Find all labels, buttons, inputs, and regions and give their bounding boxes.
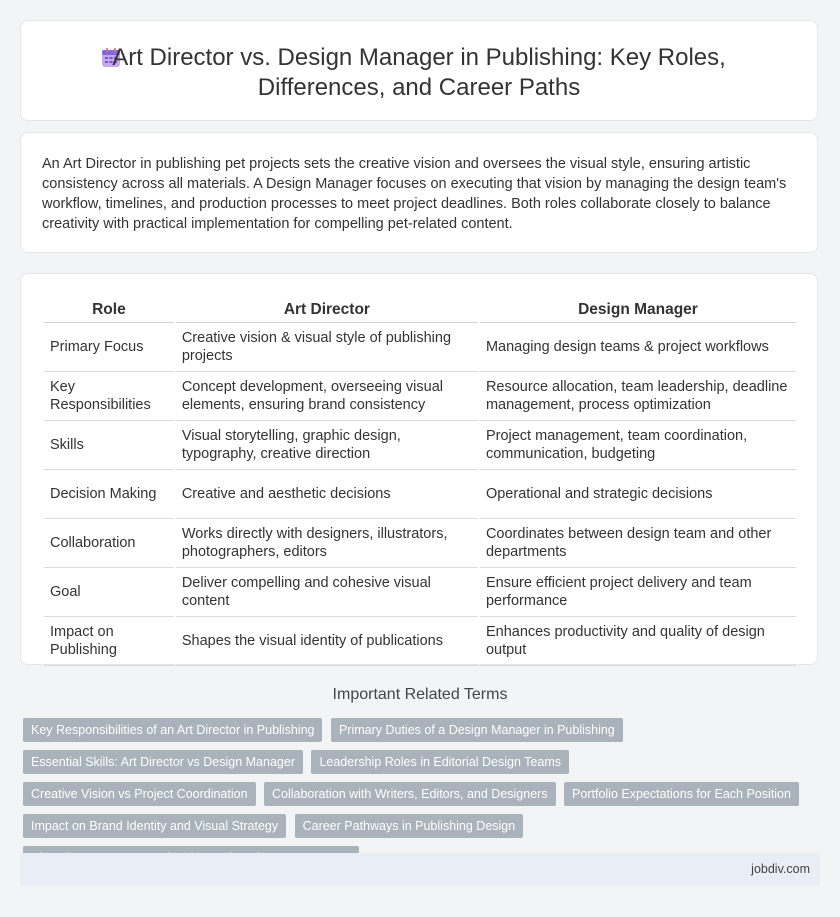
related-term-tag[interactable]: Impact on Brand Identity and Visual Strategy <box>23 814 286 838</box>
design-manager-cell: Coordinates between design team and other departments <box>480 519 796 568</box>
related-term-tag[interactable]: Key Responsibilities of an Art Director in Publishing <box>23 718 322 742</box>
design-manager-cell: Operational and strategic decisions <box>480 470 796 519</box>
design-manager-cell: Project management, team coordination, communication, budgeting <box>480 421 796 470</box>
table-row <box>44 372 796 421</box>
table-row <box>44 568 796 617</box>
related-term-tag[interactable]: Collaboration with Writers, Editors, and Designers <box>264 782 556 806</box>
art-director-cell: Deliver compelling and cohesive visual content <box>176 568 478 617</box>
design-manager-cell: Ensure efficient project delivery and team performance <box>480 568 796 617</box>
page-title <box>21 43 817 103</box>
related-term-tag[interactable]: Essential Skills: Art Director vs Design Manager <box>23 750 303 774</box>
page-title-line-2: Differences, and Career Paths <box>257 74 581 101</box>
header-card <box>20 20 818 121</box>
intro-paragraph: An Art Director in publishing pet projects sets the creative vision and oversees the visual style, ensuring artistic consistency across all materials. A Design Manager focuses on executing that vision by managing the design team's workflow, timelines, and production processes to meet project deadlines. Both roles collaborate closely to balance creativity with practical implementation for compelling pet-related content. <box>42 156 787 232</box>
comparison-table <box>42 294 798 666</box>
row-label: Goal <box>44 568 174 617</box>
footer-site-link[interactable]: jobdiv.com <box>751 862 810 876</box>
related-term-tag[interactable]: Career Pathways in Publishing Design <box>295 814 524 838</box>
table-row <box>44 470 796 519</box>
table-header-row <box>44 294 796 323</box>
art-director-cell: Visual storytelling, graphic design, typography, creative direction <box>176 421 478 470</box>
art-director-cell: Creative and aesthetic decisions <box>176 470 478 519</box>
comparison-table-card <box>20 273 818 665</box>
related-term-tag[interactable]: Primary Duties of a Design Manager in Publishing <box>331 718 623 742</box>
header-art-director: Art Director <box>176 294 478 323</box>
row-label: Impact on Publishing <box>44 617 174 666</box>
row-label: Skills <box>44 421 174 470</box>
row-label: Key Responsibilities <box>44 372 174 421</box>
design-manager-cell: Enhances productivity and quality of design output <box>480 617 796 666</box>
intro-card <box>20 132 818 253</box>
art-director-cell: Works directly with designers, illustrators, photographers, editors <box>176 519 478 568</box>
related-terms-title: Important Related Terms <box>332 686 508 703</box>
table-row <box>44 519 796 568</box>
related-term-tag[interactable]: Portfolio Expectations for Each Position <box>564 782 799 806</box>
row-label: Collaboration <box>44 519 174 568</box>
design-manager-cell: Managing design teams & project workflows <box>480 323 796 372</box>
row-label: Primary Focus <box>44 323 174 372</box>
related-term-tag[interactable]: Creative Vision vs Project Coordination <box>23 782 256 806</box>
art-director-cell: Creative vision & visual style of publishing projects <box>176 323 478 372</box>
design-manager-cell: Resource allocation, team leadership, deadline management, process optimization <box>480 372 796 421</box>
row-label: Decision Making <box>44 470 174 519</box>
table-row <box>44 421 796 470</box>
art-director-cell: Concept development, overseeing visual elements, ensuring brand consistency <box>176 372 478 421</box>
header-design-manager: Design Manager <box>480 294 796 323</box>
page-title-line-1: Art Director vs. Design Manager in Publishing: Key Roles, <box>112 44 726 71</box>
related-term-tag[interactable]: Leadership Roles in Editorial Design Teams <box>311 750 569 774</box>
table-row <box>44 617 796 666</box>
art-director-cell: Shapes the visual identity of publications <box>176 617 478 666</box>
header-role: Role <box>44 294 174 323</box>
footer <box>20 853 820 886</box>
table-row <box>44 323 796 372</box>
